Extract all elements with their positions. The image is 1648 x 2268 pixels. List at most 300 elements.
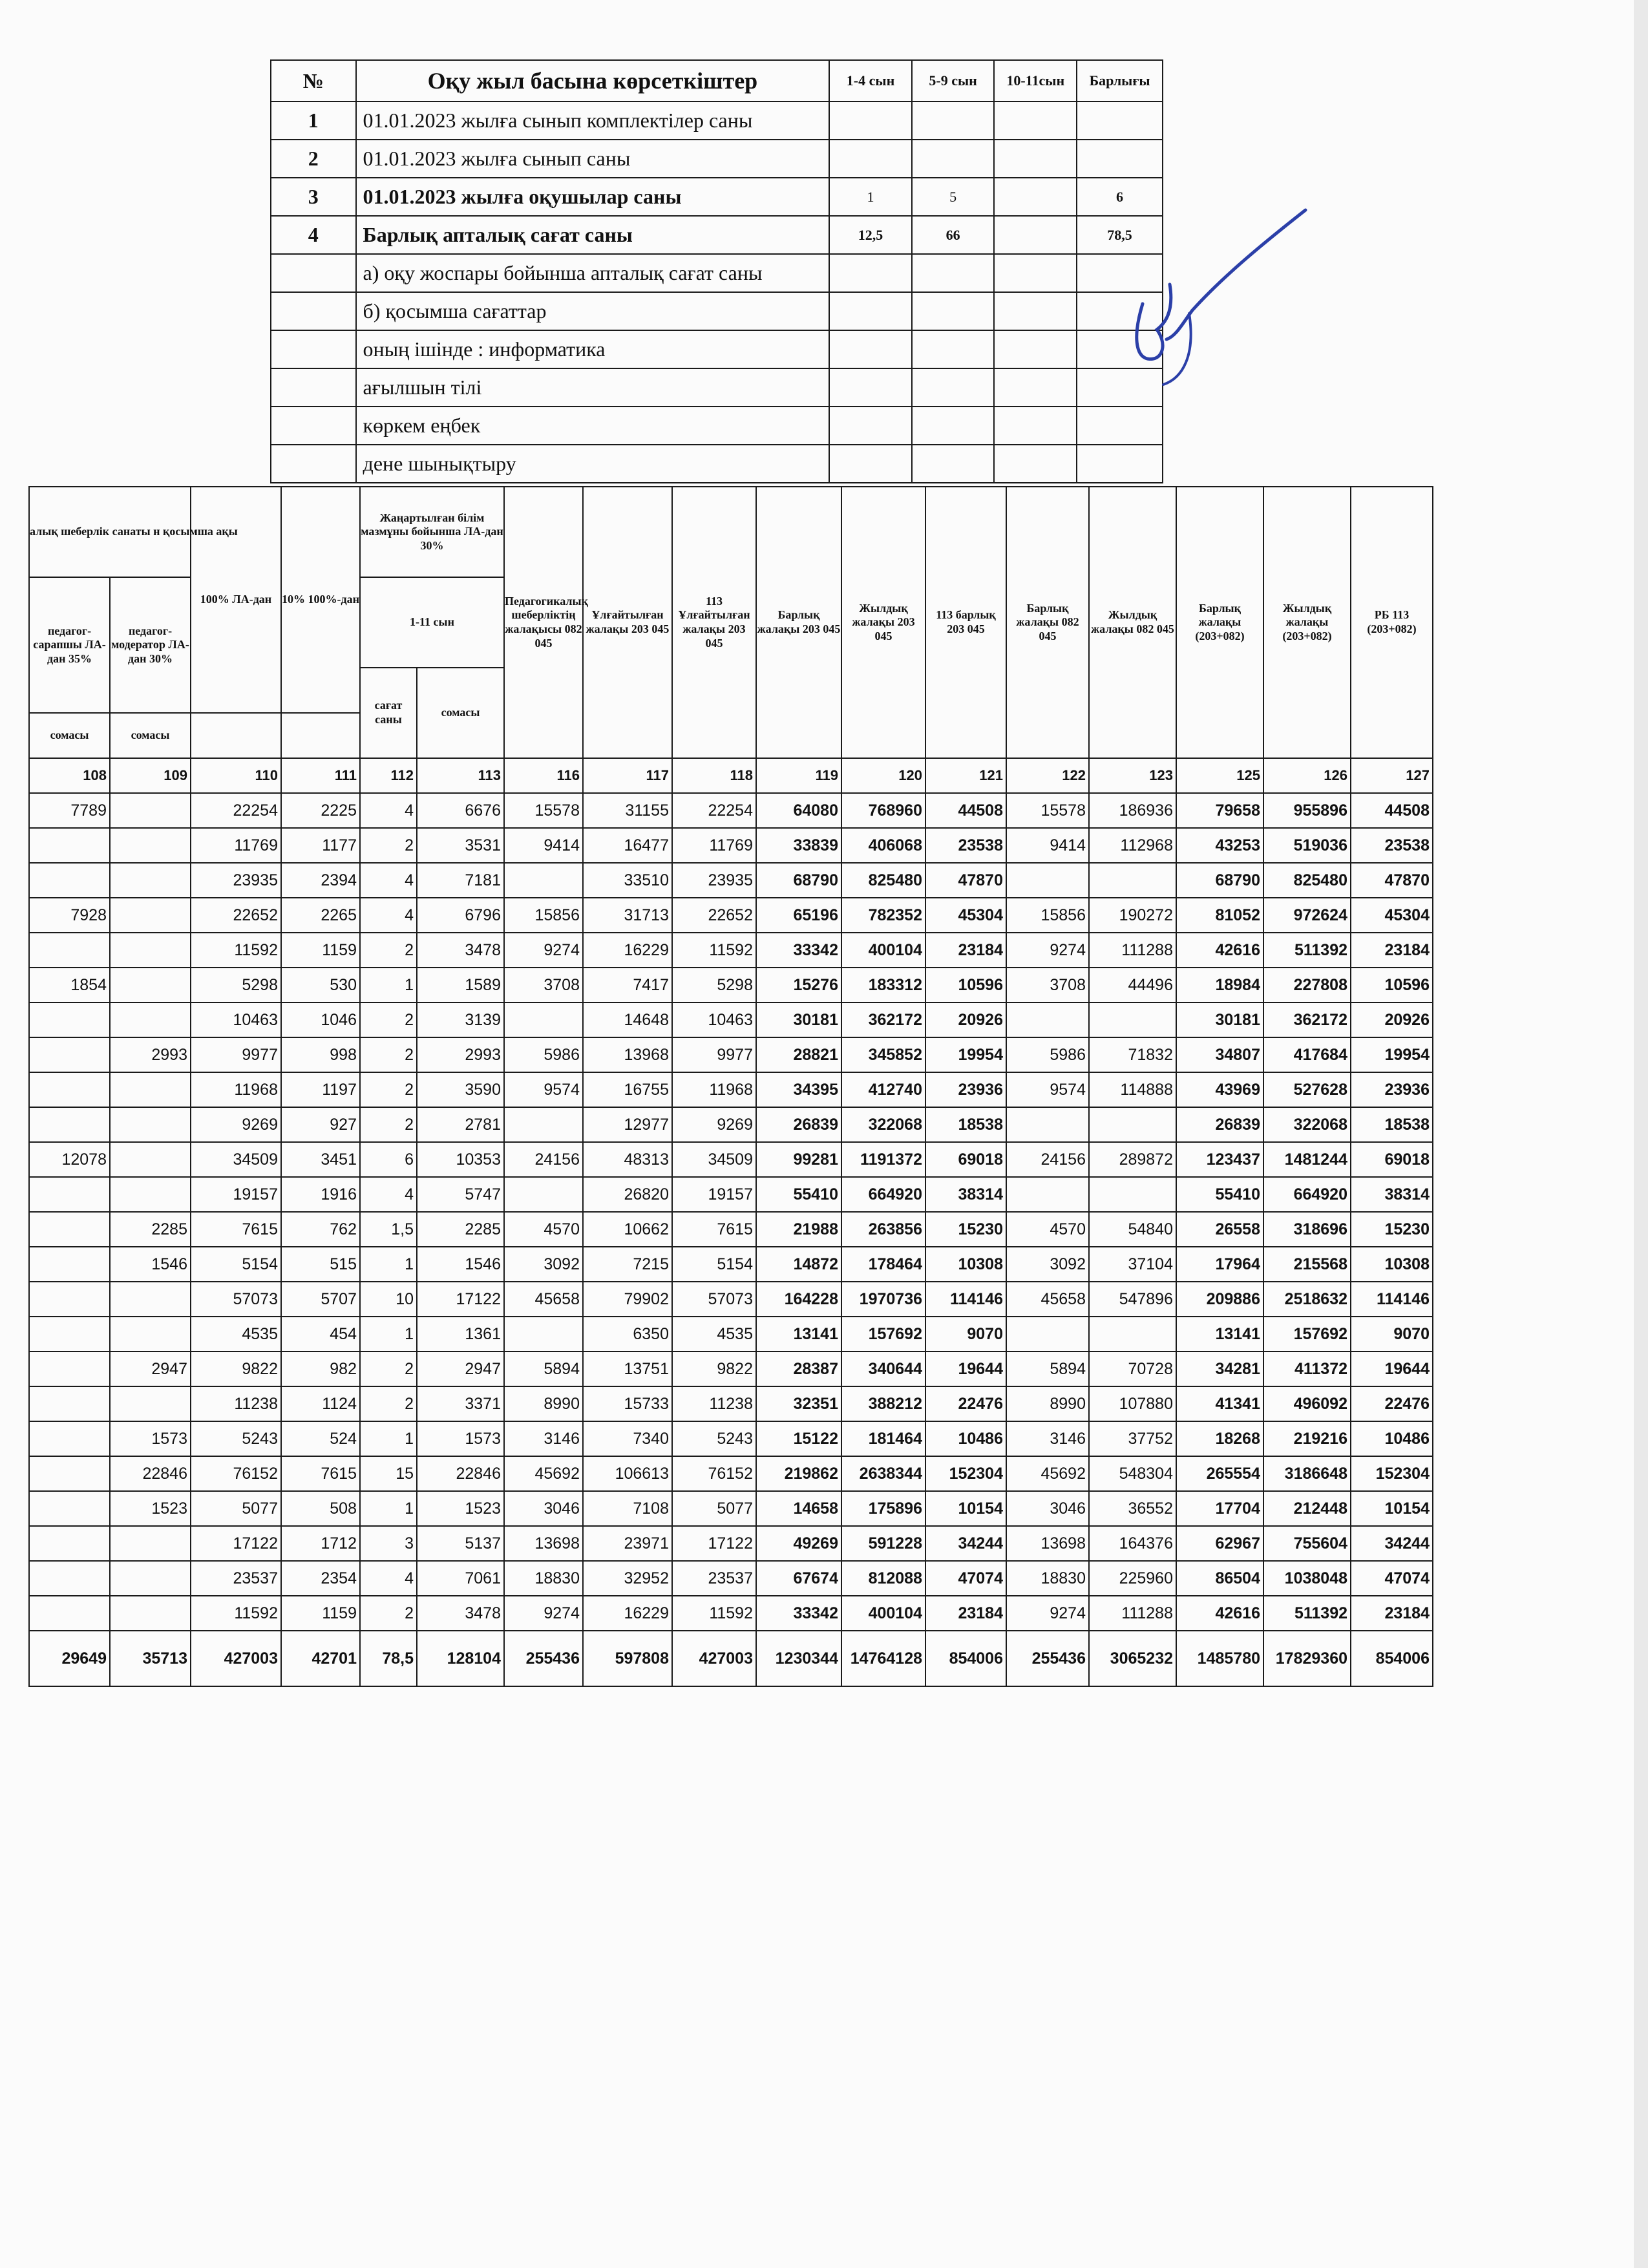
table-cell: 6676: [417, 793, 504, 828]
salary-table: [28, 486, 1433, 1687]
table-cell: 18268: [1176, 1421, 1263, 1456]
table-cell: 9274: [1006, 933, 1089, 968]
table-cell: 175896: [841, 1491, 925, 1526]
table-cell: 825480: [1263, 863, 1351, 898]
header-somasy-moderator: сомасы: [110, 713, 191, 758]
indicator-row: [271, 368, 1163, 407]
row-value: [912, 407, 995, 445]
table-cell: 3092: [1006, 1247, 1089, 1282]
table-cell: 38314: [1351, 1177, 1433, 1212]
table-cell: 34807: [1176, 1037, 1263, 1072]
table-cell: 400104: [841, 1596, 925, 1631]
table-cell: 255436: [1006, 1631, 1089, 1686]
table-cell: [504, 1317, 583, 1351]
table-cell: [1006, 1317, 1089, 1351]
table-cell: 19644: [1351, 1351, 1433, 1386]
table-cell: 32351: [756, 1386, 841, 1421]
table-cell: 157692: [841, 1317, 925, 1351]
header-annual-203: Жылдық жалақы 203 045: [841, 487, 925, 758]
table-cell: 340644: [841, 1351, 925, 1386]
table-cell: 9274: [504, 933, 583, 968]
table-cell: [504, 863, 583, 898]
table-cell: 2: [360, 1596, 417, 1631]
table-row: [29, 1317, 1433, 1351]
table-cell: 11238: [191, 1386, 281, 1421]
table-cell: [1006, 1177, 1089, 1212]
table-cell: 11968: [191, 1072, 281, 1107]
table-cell: 511392: [1263, 1596, 1351, 1631]
signature-mark: [1118, 207, 1312, 388]
table-cell: 263856: [841, 1212, 925, 1247]
table-cell: [29, 828, 110, 863]
table-cell: 178464: [841, 1247, 925, 1282]
table-cell: 19644: [925, 1351, 1006, 1386]
table-cell: 400104: [841, 933, 925, 968]
table-cell: 2947: [417, 1351, 504, 1386]
table-cell: 1523: [417, 1491, 504, 1526]
table-cell: 16477: [583, 828, 672, 863]
row-value: [829, 101, 912, 140]
header-updated-content: Жаңартылған білім мазмұны бойынша ЛА-дан 30%: [360, 487, 504, 577]
table-cell: 14764128: [841, 1631, 925, 1686]
table-cell: 530: [281, 968, 360, 1002]
table-cell: 15578: [1006, 793, 1089, 828]
table-cell: 9574: [1006, 1072, 1089, 1107]
table-cell: 19954: [1351, 1037, 1433, 1072]
table-cell: 1361: [417, 1317, 504, 1351]
table-cell: 345852: [841, 1037, 925, 1072]
table-cell: 31155: [583, 793, 672, 828]
header-col-1-4: 1-4 сын: [829, 60, 912, 101]
table-cell: 1038048: [1263, 1561, 1351, 1596]
table-cell: 54840: [1089, 1212, 1176, 1247]
table-cell: 24156: [504, 1142, 583, 1177]
table-cell: 108: [29, 758, 110, 793]
table-cell: 4: [360, 863, 417, 898]
table-cell: 265554: [1176, 1456, 1263, 1491]
table-cell: 4: [360, 898, 417, 933]
row-label: 01.01.2023 жылға оқушылар саны: [356, 178, 830, 216]
table-cell: 1485780: [1176, 1631, 1263, 1686]
table-cell: 181464: [841, 1421, 925, 1456]
table-cell: 854006: [1351, 1631, 1433, 1686]
table-cell: 44496: [1089, 968, 1176, 1002]
table-cell: 3046: [1006, 1491, 1089, 1526]
table-cell: 1159: [281, 1596, 360, 1631]
table-cell: 6: [360, 1142, 417, 1177]
row-value: 12,5: [829, 216, 912, 254]
table-cell: 10596: [1351, 968, 1433, 1002]
table-cell: 3092: [504, 1247, 583, 1282]
table-cell: 13141: [756, 1317, 841, 1351]
row-value: [994, 140, 1077, 178]
table-cell: 3590: [417, 1072, 504, 1107]
table-cell: 22652: [672, 898, 756, 933]
table-cell: 31713: [583, 898, 672, 933]
table-cell: 19157: [191, 1177, 281, 1212]
row-value: 78,5: [1077, 216, 1163, 254]
row-value: [1077, 407, 1163, 445]
table-cell: [110, 828, 191, 863]
table-cell: 123437: [1176, 1142, 1263, 1177]
page-edge: [1634, 0, 1648, 2268]
indicator-row: [271, 101, 1163, 140]
table-cell: 118: [672, 758, 756, 793]
table-cell: 5894: [1006, 1351, 1089, 1386]
table-row: [29, 828, 1433, 863]
row-number: 3: [271, 178, 356, 216]
table-cell: 1: [360, 1491, 417, 1526]
table-cell: 17964: [1176, 1247, 1263, 1282]
table-cell: [29, 1526, 110, 1561]
table-cell: 812088: [841, 1561, 925, 1596]
table-cell: 157692: [1263, 1317, 1351, 1351]
table-cell: 2: [360, 1386, 417, 1421]
table-cell: 1230344: [756, 1631, 841, 1686]
table-cell: 16229: [583, 1596, 672, 1631]
row-value: [829, 330, 912, 368]
table-cell: 2394: [281, 863, 360, 898]
table-cell: 10308: [925, 1247, 1006, 1282]
table-cell: 1: [360, 1421, 417, 1456]
table-cell: 768960: [841, 793, 925, 828]
table-cell: 86504: [1176, 1561, 1263, 1596]
header-la10-blank: [281, 713, 360, 758]
header-col-total: Барлығы: [1077, 60, 1163, 101]
table-cell: 64080: [756, 793, 841, 828]
table-cell: 14872: [756, 1247, 841, 1282]
table-cell: 13698: [1006, 1526, 1089, 1561]
table-cell: 21988: [756, 1212, 841, 1247]
indicator-row: [271, 292, 1163, 330]
table-cell: 7215: [583, 1247, 672, 1282]
table-cell: 48313: [583, 1142, 672, 1177]
indicator-row: [271, 445, 1163, 483]
table-cell: 111: [281, 758, 360, 793]
table-cell: 10154: [1351, 1491, 1433, 1526]
table-cell: 26839: [1176, 1107, 1263, 1142]
table-cell: 1546: [417, 1247, 504, 1282]
table-cell: 7789: [29, 793, 110, 828]
table-cell: 782352: [841, 898, 925, 933]
table-cell: 1,5: [360, 1212, 417, 1247]
table-cell: 22254: [191, 793, 281, 828]
table-cell: 22254: [672, 793, 756, 828]
table-cell: 23538: [925, 828, 1006, 863]
table-cell: [29, 863, 110, 898]
table-cell: 547896: [1089, 1282, 1176, 1317]
table-cell: 1589: [417, 968, 504, 1002]
table-cell: 57073: [191, 1282, 281, 1317]
table-cell: 5707: [281, 1282, 360, 1317]
table-cell: 15230: [925, 1212, 1006, 1247]
table-cell: 1046: [281, 1002, 360, 1037]
header-number: №: [271, 60, 356, 101]
table-cell: [29, 1212, 110, 1247]
table-cell: 70728: [1089, 1351, 1176, 1386]
table-cell: 37752: [1089, 1421, 1176, 1456]
table-row: [29, 968, 1433, 1002]
table-cell: 7061: [417, 1561, 504, 1596]
table-cell: 45304: [1351, 898, 1433, 933]
table-cell: 8990: [504, 1386, 583, 1421]
row-value: [994, 330, 1077, 368]
table-cell: 55410: [1176, 1177, 1263, 1212]
row-number: [271, 292, 356, 330]
table-cell: 5077: [672, 1491, 756, 1526]
indicators-table: [270, 59, 1163, 483]
table-cell: 45658: [1006, 1282, 1089, 1317]
table-cell: 3531: [417, 828, 504, 863]
table-cell: 69018: [925, 1142, 1006, 1177]
table-row: [29, 1561, 1433, 1596]
table-cell: 114146: [1351, 1282, 1433, 1317]
header-total-sum: Барлық жалақы (203+082): [1176, 487, 1263, 758]
table-cell: 2993: [417, 1037, 504, 1072]
table-cell: [29, 1247, 110, 1282]
header-annual-sum: Жылдық жалақы (203+082): [1263, 487, 1351, 758]
table-cell: 548304: [1089, 1456, 1176, 1491]
table-cell: 2: [360, 1002, 417, 1037]
row-value: [1077, 445, 1163, 483]
row-number: [271, 330, 356, 368]
table-cell: 7340: [583, 1421, 672, 1456]
table-cell: 186936: [1089, 793, 1176, 828]
table-cell: 81052: [1176, 898, 1263, 933]
table-cell: 17704: [1176, 1491, 1263, 1526]
table-cell: 9414: [1006, 828, 1089, 863]
row-value: [994, 407, 1077, 445]
indicator-row: [271, 140, 1163, 178]
table-cell: [110, 1072, 191, 1107]
header-rb113: РБ 113 (203+082): [1351, 487, 1433, 758]
table-cell: 26839: [756, 1107, 841, 1142]
row-label: б) қосымша сағаттар: [356, 292, 830, 330]
table-cell: 44508: [925, 793, 1006, 828]
table-cell: 5243: [672, 1421, 756, 1456]
header-moderator: педагог-модератор ЛА-дан 30%: [110, 577, 191, 713]
table-cell: 111288: [1089, 1596, 1176, 1631]
table-cell: 664920: [1263, 1177, 1351, 1212]
row-label: ағылшын тілі: [356, 368, 830, 407]
table-cell: 225960: [1089, 1561, 1176, 1596]
table-cell: [504, 1177, 583, 1212]
table-cell: 7928: [29, 898, 110, 933]
table-cell: 1481244: [1263, 1142, 1351, 1177]
table-cell: [504, 1002, 583, 1037]
table-row: [29, 1247, 1433, 1282]
table-cell: 117: [583, 758, 672, 793]
table-cell: [110, 1142, 191, 1177]
table-cell: 34244: [925, 1526, 1006, 1561]
table-cell: 1: [360, 1247, 417, 1282]
table-cell: 13698: [504, 1526, 583, 1561]
row-value: [994, 445, 1077, 483]
table-cell: 22476: [1351, 1386, 1433, 1421]
table-cell: 33839: [756, 828, 841, 863]
table-row: [29, 933, 1433, 968]
table-cell: 9574: [504, 1072, 583, 1107]
table-cell: 35713: [110, 1631, 191, 1686]
row-value: [912, 445, 995, 483]
row-value: [994, 254, 1077, 292]
table-cell: 5986: [504, 1037, 583, 1072]
table-cell: 23935: [191, 863, 281, 898]
table-cell: 38314: [925, 1177, 1006, 1212]
table-cell: 215568: [1263, 1247, 1351, 1282]
table-cell: 13751: [583, 1351, 672, 1386]
table-cell: [110, 1107, 191, 1142]
table-cell: 15733: [583, 1386, 672, 1421]
table-cell: 7417: [583, 968, 672, 1002]
table-cell: [29, 933, 110, 968]
table-row: [29, 1072, 1433, 1107]
table-cell: 496092: [1263, 1386, 1351, 1421]
table-cell: 9070: [925, 1317, 1006, 1351]
table-cell: [29, 1421, 110, 1456]
table-cell: 112: [360, 758, 417, 793]
table-cell: [504, 1107, 583, 1142]
table-cell: [29, 1386, 110, 1421]
table-cell: 23936: [1351, 1072, 1433, 1107]
table-cell: 109: [110, 758, 191, 793]
table-cell: 427003: [672, 1631, 756, 1686]
table-cell: 65196: [756, 898, 841, 933]
table-cell: 62967: [1176, 1526, 1263, 1561]
table-cell: 4535: [191, 1317, 281, 1351]
table-cell: 114888: [1089, 1072, 1176, 1107]
table-cell: 125: [1176, 758, 1263, 793]
table-cell: 227808: [1263, 968, 1351, 1002]
table-cell: 9822: [191, 1351, 281, 1386]
table-cell: 3139: [417, 1002, 504, 1037]
table-cell: [1089, 1317, 1176, 1351]
table-cell: 8990: [1006, 1386, 1089, 1421]
table-cell: 5894: [504, 1351, 583, 1386]
table-cell: 15122: [756, 1421, 841, 1456]
table-cell: 2: [360, 1072, 417, 1107]
table-cell: 1177: [281, 828, 360, 863]
row-value: 6: [1077, 178, 1163, 216]
table-cell: 412740: [841, 1072, 925, 1107]
table-cell: 3708: [504, 968, 583, 1002]
table-cell: [29, 1037, 110, 1072]
table-row: [29, 1526, 1433, 1561]
table-cell: 17122: [672, 1526, 756, 1561]
table-cell: 23537: [672, 1561, 756, 1596]
table-cell: 755604: [1263, 1526, 1351, 1561]
table-cell: 5298: [191, 968, 281, 1002]
table-cell: 3146: [1006, 1421, 1089, 1456]
table-cell: 34395: [756, 1072, 841, 1107]
table-cell: [29, 1282, 110, 1317]
row-value: [912, 101, 995, 140]
table-cell: 5137: [417, 1526, 504, 1561]
table-cell: 515: [281, 1247, 360, 1282]
table-cell: 1573: [417, 1421, 504, 1456]
table-cell: 998: [281, 1037, 360, 1072]
table-cell: 43253: [1176, 828, 1263, 863]
table-cell: 362172: [841, 1002, 925, 1037]
table-cell: 10353: [417, 1142, 504, 1177]
table-cell: [1089, 1177, 1176, 1212]
table-cell: 2225: [281, 793, 360, 828]
table-row: [29, 1456, 1433, 1491]
table-cell: 17829360: [1263, 1631, 1351, 1686]
table-cell: 9414: [504, 828, 583, 863]
table-cell: 209886: [1176, 1282, 1263, 1317]
table-cell: 15: [360, 1456, 417, 1491]
table-cell: 9274: [1006, 1596, 1089, 1631]
table-row: [29, 863, 1433, 898]
table-cell: 30181: [1176, 1002, 1263, 1037]
table-cell: 14658: [756, 1491, 841, 1526]
row-label: Барлық апталық сағат саны: [356, 216, 830, 254]
table-cell: [110, 1002, 191, 1037]
table-cell: 127: [1351, 758, 1433, 793]
indicator-row: [271, 216, 1163, 254]
table-cell: 9822: [672, 1351, 756, 1386]
table-row: [29, 1037, 1433, 1072]
table-cell: 3065232: [1089, 1631, 1176, 1686]
table-cell: 3478: [417, 933, 504, 968]
table-cell: 14648: [583, 1002, 672, 1037]
table-cell: 123: [1089, 758, 1176, 793]
table-cell: 1970736: [841, 1282, 925, 1317]
row-label: дене шынықтыру: [356, 445, 830, 483]
header-category-bonus: алық шеберлік санаты н қосымша ақы: [29, 487, 191, 577]
table-cell: 2947: [110, 1351, 191, 1386]
table-cell: 23184: [925, 1596, 1006, 1631]
table-cell: 34509: [191, 1142, 281, 1177]
table-cell: 57073: [672, 1282, 756, 1317]
table-cell: 23184: [925, 933, 1006, 968]
table-cell: 406068: [841, 828, 925, 863]
table-cell: 13141: [1176, 1317, 1263, 1351]
table-cell: 2: [360, 828, 417, 863]
table-cell: [110, 1561, 191, 1596]
salary-table-body: [29, 758, 1433, 1686]
table-cell: 68790: [1176, 863, 1263, 898]
table-cell: [29, 1002, 110, 1037]
table-cell: 18538: [925, 1107, 1006, 1142]
header-somasy-sarapshy: сомасы: [29, 713, 110, 758]
row-number: 2: [271, 140, 356, 178]
table-cell: 597808: [583, 1631, 672, 1686]
table-cell: 69018: [1351, 1142, 1433, 1177]
table-cell: [1089, 1002, 1176, 1037]
header-somasy-updated: сомасы: [417, 668, 504, 758]
table-cell: 289872: [1089, 1142, 1176, 1177]
table-cell: 7615: [672, 1212, 756, 1247]
table-row: [29, 1282, 1433, 1317]
table-cell: 45658: [504, 1282, 583, 1317]
table-cell: 12977: [583, 1107, 672, 1142]
table-cell: 68790: [756, 863, 841, 898]
table-cell: 2638344: [841, 1456, 925, 1491]
table-cell: 7615: [191, 1212, 281, 1247]
table-cell: 122: [1006, 758, 1089, 793]
row-value: [994, 292, 1077, 330]
table-cell: 524: [281, 1421, 360, 1456]
header-la100: 100% ЛА-дан: [191, 487, 281, 713]
table-cell: 362172: [1263, 1002, 1351, 1037]
table-cell: 825480: [841, 863, 925, 898]
table-cell: 19954: [925, 1037, 1006, 1072]
row-number: [271, 254, 356, 292]
table-cell: 10308: [1351, 1247, 1433, 1282]
table-cell: 2: [360, 1037, 417, 1072]
